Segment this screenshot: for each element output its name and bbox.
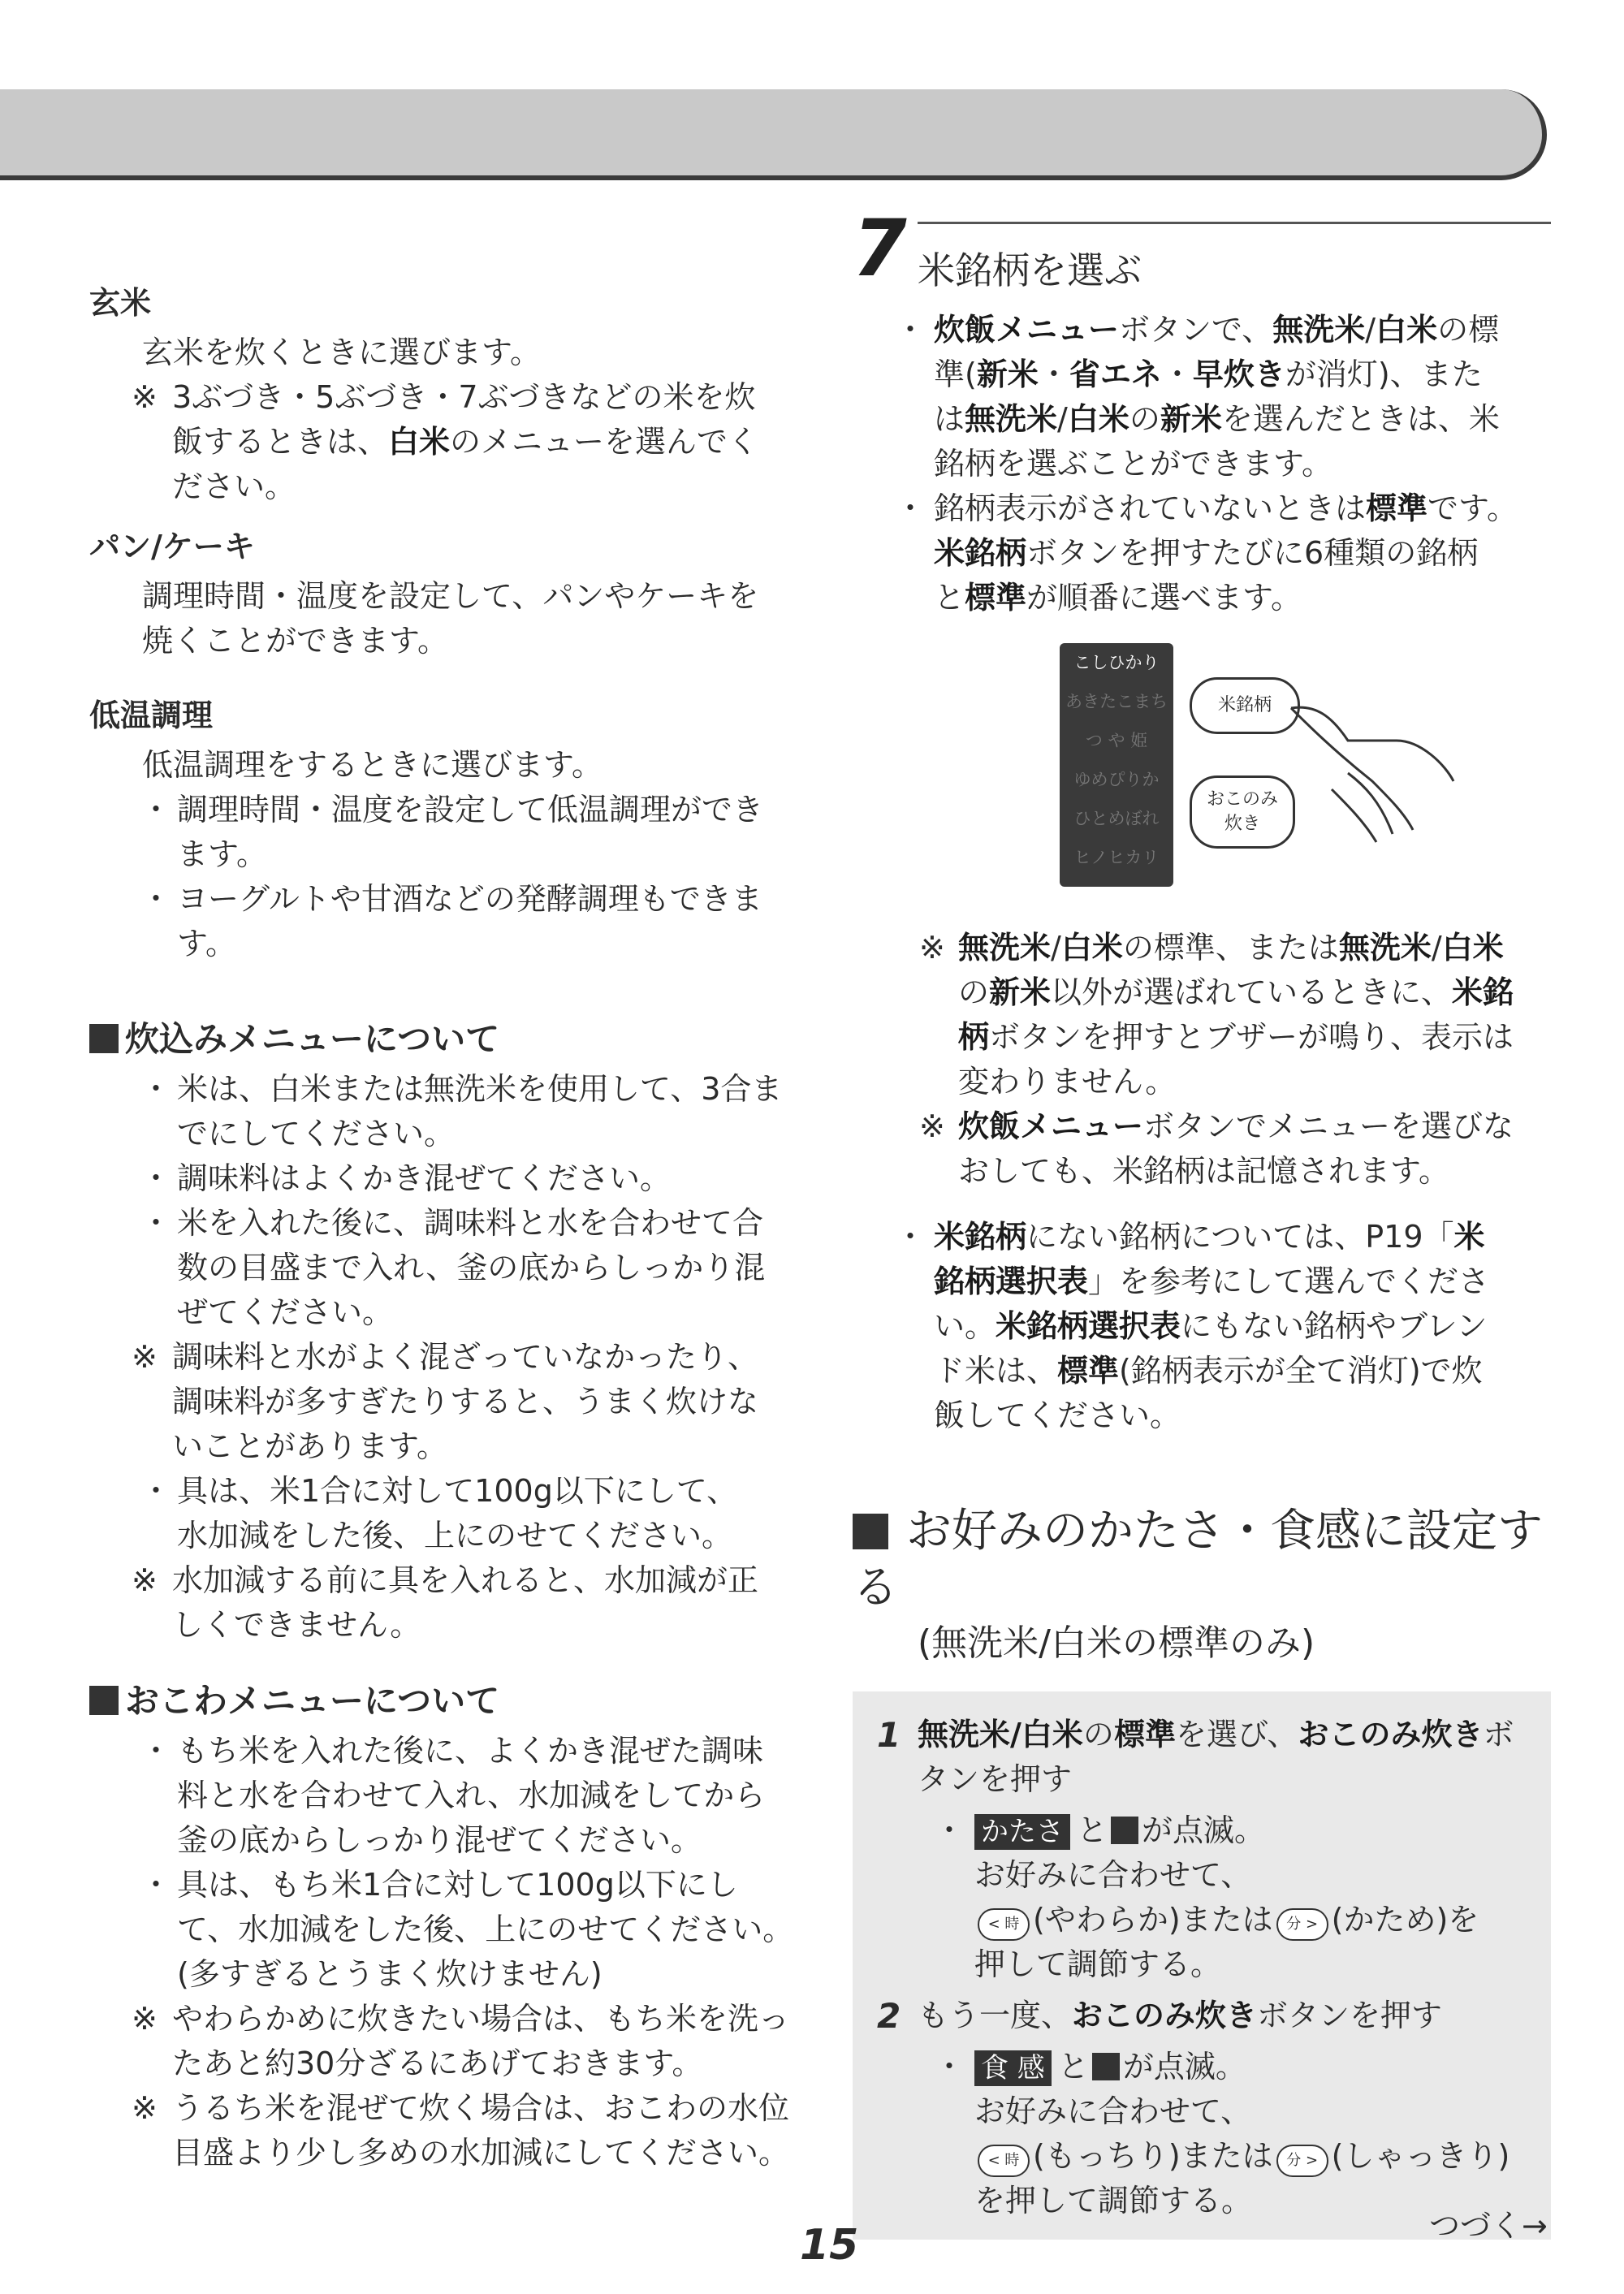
line: (多すぎるとうまく炊けません): [177, 1956, 603, 1992]
brand-display-panel: [1060, 643, 1173, 887]
okonomi-steps-box: [853, 1691, 1551, 2240]
okonomi-step-2-detail: [869, 2045, 1535, 2223]
line: 調味料と水がよく混ざっていなかったり、: [172, 1339, 759, 1375]
line: [974, 1898, 1535, 1942]
line: 具は、米1合に対して100g以下にして、: [177, 1473, 738, 1509]
emphasis: 無洗米: [958, 930, 1052, 966]
line: 調理時間・温度を設定して低温調理ができ: [177, 792, 764, 827]
emphasis: 米銘柄: [934, 1219, 1027, 1255]
kome-mark: ※: [132, 1339, 158, 1375]
bullet-mark: ・: [934, 1812, 965, 1848]
text: /: [1365, 312, 1376, 348]
text: 準(: [934, 356, 977, 392]
texture-indicator: 食 感: [974, 2050, 1052, 2086]
emphasis: 米銘柄: [934, 535, 1027, 571]
bullet-mark: ・: [140, 792, 172, 827]
brand-label: こしひかり: [1073, 653, 1160, 672]
divider: [918, 222, 1551, 224]
bullet-mark: ・: [140, 1733, 172, 1769]
okonomi-step-2: [869, 1994, 1535, 2038]
line: [958, 1104, 1551, 1149]
right-column: [853, 203, 1551, 2240]
button-label: 炊き: [1224, 814, 1260, 834]
hour-down-button[interactable]: < 時: [978, 2145, 1030, 2177]
brand-label: ゆめぴりか: [1073, 770, 1160, 789]
text: と: [1077, 1812, 1108, 1848]
text: 」を参考にして選んでくださ: [1088, 1264, 1490, 1299]
list-item: [89, 1729, 804, 1863]
emphasis: 白米: [1021, 1717, 1083, 1752]
okonomi-step-1: [869, 1713, 1535, 1802]
pan-section: [89, 524, 804, 663]
square-icon: [853, 1514, 888, 1549]
step-7-header: [853, 203, 1551, 296]
line: たあと約30分ざるにあげておきます。: [172, 2046, 703, 2081]
line: [934, 397, 1551, 442]
line: 銘柄を選ぶことができます。: [934, 446, 1332, 482]
text: が点滅。: [1122, 2049, 1246, 2084]
text: 銘柄表示がされていないときは: [934, 490, 1367, 526]
emphasis: 米銘: [1452, 974, 1514, 1010]
line: [934, 308, 1551, 352]
text: /: [1051, 930, 1061, 966]
bullet-mark: ・: [140, 1160, 172, 1196]
list-item: [853, 486, 1551, 620]
bullet-mark: ・: [140, 881, 172, 917]
text: は: [934, 401, 965, 437]
header-bar: [0, 89, 1547, 180]
teion-section: [89, 693, 804, 966]
line: [918, 1994, 1535, 2038]
text: が順番に選べます。: [1026, 580, 1302, 616]
line: おしても、米銘柄は記憶されます。: [958, 1153, 1449, 1189]
text: (かため)を: [1331, 1902, 1479, 1938]
emphasis: 炊飯メニュー: [934, 312, 1120, 348]
line: 水加減をした後、上にのせてください。: [177, 1518, 733, 1553]
heading-text: お好みのかたさ・食感に設定する: [853, 1505, 1543, 1614]
text: 以外が選ばれているときに、: [1051, 974, 1453, 1010]
text: い。: [934, 1308, 996, 1344]
text: 飯するときは、: [172, 424, 389, 460]
line: 押して調節する。: [974, 1946, 1222, 1982]
line: 水加減する前に具を入れると、水加減が正: [172, 1562, 759, 1598]
bullet-mark: ・: [140, 1867, 172, 1903]
text: /: [1057, 401, 1068, 437]
text: と: [934, 580, 965, 616]
emphasis: 米銘柄選択表: [996, 1308, 1181, 1344]
line: 釜の底からしっかり混ぜてください。: [177, 1822, 702, 1858]
line: [958, 1015, 1551, 1060]
line: [934, 486, 1551, 531]
okonomi-step-1-detail: [869, 1808, 1535, 1987]
emphasis: 炊飯メニュー: [958, 1108, 1144, 1144]
emphasis: 標準: [1113, 1717, 1176, 1752]
brand-label: ひとめぼれ: [1073, 809, 1160, 828]
step-number: 7: [853, 203, 907, 294]
line: 米を入れた後に、調味料と水を合わせて合: [177, 1205, 764, 1241]
teion-desc: 低温調理をするときに選びます。: [142, 747, 603, 783]
text: にない銘柄については、P19「: [1026, 1219, 1454, 1255]
text: もう一度、: [918, 1998, 1073, 2033]
list-item: [853, 1215, 1551, 1438]
line: [934, 1215, 1551, 1259]
emphasis: 新米: [976, 356, 1039, 392]
emphasis: 米: [1453, 1219, 1485, 1255]
emphasis: /: [1010, 1717, 1021, 1752]
list-item: [89, 788, 804, 877]
step-number: 2: [877, 1996, 901, 2036]
text: ボタンを押す: [1257, 1998, 1443, 2033]
okonomi-subheading: (無洗米/白米の標準のみ): [918, 1622, 1315, 1664]
square-icon: [89, 1024, 119, 1053]
emphasis: 白米: [1060, 930, 1123, 966]
button-label: おこのみ: [1206, 789, 1278, 810]
button-label: 米銘柄: [1217, 695, 1272, 715]
emphasis: おこのみ炊き: [1072, 1998, 1258, 2033]
kome-mark: ※: [919, 1108, 945, 1144]
control-panel-illustration: [853, 643, 1551, 911]
note-item: [853, 926, 1551, 1104]
line: うるち米を混ぜて炊く場合は、おこわの水位: [172, 2090, 790, 2126]
text: の標準、または: [1122, 930, 1339, 966]
list-item: [89, 1067, 804, 1156]
line: お好みに合わせて、: [974, 2093, 1252, 2129]
genmai-section: [89, 280, 804, 509]
step-number: 1: [877, 1715, 901, 1755]
takikomi-section: [89, 1015, 804, 1648]
line: [934, 576, 1551, 620]
text: を選んだときは、米: [1221, 401, 1500, 437]
emphasis: 銘柄選択表: [934, 1264, 1089, 1299]
note-line: [172, 420, 804, 464]
okonomi-cook-button[interactable]: [1190, 775, 1295, 849]
line: お好みに合わせて、: [974, 1857, 1252, 1893]
emphasis: 省エネ: [1069, 356, 1162, 392]
line: 目盛より少し多めの水加減にしてください。: [172, 2135, 790, 2171]
step-title: 米銘柄を選ぶ: [918, 248, 1142, 292]
okowa-section: [89, 1677, 804, 2175]
emphasis: 早炊き: [1192, 356, 1285, 392]
line: タンを押す: [918, 1761, 1073, 1797]
text: を選び、: [1175, 1717, 1298, 1752]
line: [958, 970, 1551, 1015]
pan-desc-line: 調理時間・温度を設定して、パンやケーキを: [142, 578, 759, 614]
bullet-mark: ・: [895, 1219, 926, 1255]
line: [934, 1349, 1551, 1393]
pressing-hand-icon: [1283, 692, 1462, 854]
text: (銘柄表示が全て消灯)で炊: [1119, 1353, 1483, 1389]
text: ・: [1161, 356, 1193, 392]
minute-up-button[interactable]: 分 >: [1276, 2145, 1328, 2177]
line: 変わりません。: [958, 1064, 1177, 1099]
text: の: [1129, 401, 1160, 437]
emphasis: 白米: [1067, 401, 1129, 437]
note-line: ださい。: [172, 469, 296, 504]
text: が点滅。: [1142, 1812, 1266, 1848]
teion-heading: 低温調理: [89, 698, 214, 733]
line: を押して調節する。: [974, 2183, 1253, 2218]
line: ヨーグルトや甘酒などの発酵調理もできます。: [177, 881, 762, 961]
line: しくできません。: [172, 1607, 421, 1643]
bullet-mark: ・: [895, 312, 926, 348]
line: ぜてください。: [177, 1294, 394, 1330]
left-column: [89, 280, 804, 2175]
note-line: 3ぶづき・5ぶづき・7ぶづきなどの米を炊: [172, 379, 756, 415]
text: (もっちり)または: [1033, 2138, 1273, 2174]
text: ボタンで、: [1119, 312, 1273, 348]
emphasis: 無洗米: [918, 1717, 1011, 1752]
text: ボタンを押すたびに6種類の銘柄: [1026, 535, 1479, 571]
list-item: [89, 877, 804, 966]
list-item: [89, 1156, 804, 1201]
line: 具は、もち米1合に対して100g以下にし: [177, 1867, 738, 1903]
brand-label: ヒノヒカリ: [1073, 848, 1160, 867]
hardness-indicator: かたさ: [974, 1814, 1070, 1850]
emphasis: 柄: [958, 1019, 990, 1055]
brand-label: つ や 姫: [1085, 731, 1148, 750]
line: もち米を入れた後に、よくかき混ぜた調味: [177, 1733, 764, 1769]
text: と: [1057, 2049, 1089, 2084]
line: ます。: [177, 836, 267, 872]
text: ド米は、: [934, 1353, 1058, 1389]
line: [974, 2045, 1535, 2089]
list-item: [853, 308, 1551, 486]
okowa-heading: [89, 1677, 804, 1726]
bullet-mark: ・: [140, 1205, 172, 1241]
line: 米は、白米または無洗米を使用して、3合ま: [177, 1071, 783, 1107]
emphasis: 白米: [1441, 930, 1504, 966]
note-item: [89, 2086, 804, 2175]
line: [974, 1808, 1535, 1853]
emphasis: おこのみ炊き: [1298, 1717, 1484, 1752]
emphasis: 新米: [1160, 401, 1222, 437]
note-item: [89, 1558, 804, 1648]
emphasis: 無洗米: [1272, 312, 1366, 348]
kome-mark: ※: [919, 930, 945, 966]
text: の: [1082, 1717, 1114, 1752]
genmai-note: [89, 375, 804, 509]
text: ボタンでメニューを選びな: [1143, 1108, 1514, 1144]
text: ボ: [1483, 1717, 1514, 1752]
bullet-mark: ・: [934, 2049, 965, 2084]
line: [934, 352, 1551, 397]
list-item: [89, 1201, 804, 1335]
emphasis: 白米: [1376, 312, 1438, 348]
line: 調味料が多すぎたりすると、うまく炊けな: [172, 1384, 759, 1419]
line: 調味料はよくかき混ぜてください。: [177, 1160, 672, 1196]
list-item: [89, 1469, 804, 1558]
note-item: [89, 1335, 804, 1469]
line: て、水加減をした後、上にのせてください。: [177, 1912, 794, 1947]
minute-up-button[interactable]: 分 >: [1276, 1908, 1328, 1941]
kome-mark: ※: [132, 1562, 158, 1598]
square-icon: [89, 1686, 119, 1715]
emphasis: 白米: [388, 424, 451, 460]
text: ボタンを押すとブザーが鳴り、表示は: [989, 1019, 1514, 1055]
line: [958, 926, 1551, 970]
text: が消灯)、また: [1285, 356, 1483, 392]
line: 料と水を合わせて入れ、水加減をしてから: [177, 1778, 766, 1813]
page-number: 15: [800, 2221, 859, 2270]
line: 飯してください。: [934, 1398, 1181, 1433]
line: [918, 1713, 1535, 1757]
line: やわらかめに炊きたい場合は、もち米を洗っ: [172, 2001, 790, 2037]
heading-text: 炊込みメニューについて: [125, 1019, 500, 1059]
bullet-mark: ・: [140, 1071, 172, 1107]
bullet-mark: ・: [895, 490, 926, 526]
emphasis: 標準: [965, 580, 1027, 616]
line: いことがあります。: [172, 1428, 447, 1464]
heading-text: おこわメニューについて: [125, 1681, 500, 1721]
text: (しゃっきり): [1331, 2138, 1510, 2174]
kome-mark: ※: [132, 379, 158, 415]
text: にもない銘柄やブレン: [1181, 1308, 1488, 1344]
emphasis: 標準: [1366, 490, 1428, 526]
takikomi-heading: [89, 1015, 804, 1064]
pan-desc-line: 焼くことができます。: [142, 623, 448, 659]
blinking-square-icon: [1111, 1817, 1138, 1844]
kome-mark: ※: [132, 2001, 158, 2037]
line: [934, 531, 1551, 576]
pan-heading: パン/ケーキ: [89, 529, 255, 564]
line: [934, 1304, 1551, 1349]
hour-down-button[interactable]: < 時: [978, 1908, 1030, 1941]
continued-label: つづく→: [1429, 2208, 1548, 2244]
line: [974, 2134, 1535, 2179]
kome-mark: ※: [132, 2090, 158, 2126]
bullet-mark: ・: [140, 1473, 172, 1509]
genmai-heading: 玄米: [89, 285, 152, 321]
text: の: [958, 974, 990, 1010]
line: [934, 1259, 1551, 1304]
text: (やわらか)または: [1033, 1902, 1273, 1938]
emphasis: 新米: [989, 974, 1052, 1010]
emphasis: 無洗米: [965, 401, 1058, 437]
genmai-desc: 玄米を炊くときに選びます。: [142, 335, 541, 370]
line: でにしてください。: [177, 1116, 456, 1151]
text: ・: [1038, 356, 1069, 392]
list-item: [89, 1863, 804, 1997]
text: です。: [1427, 490, 1518, 526]
brand-label: あきたこまち: [1065, 692, 1168, 711]
emphasis: 標準: [1057, 1353, 1120, 1389]
blinking-square-icon: [1092, 2053, 1120, 2080]
okonomi-heading: [853, 1503, 1551, 1617]
text: /: [1431, 930, 1442, 966]
text: の標: [1437, 312, 1500, 348]
note-item: [853, 1104, 1551, 1194]
note-item: [89, 1997, 804, 2086]
emphasis: 無洗米: [1338, 930, 1432, 966]
text: のメニューを選んでく: [450, 424, 759, 460]
line: 数の目盛まで入れ、釜の底からしっかり混: [177, 1250, 766, 1285]
